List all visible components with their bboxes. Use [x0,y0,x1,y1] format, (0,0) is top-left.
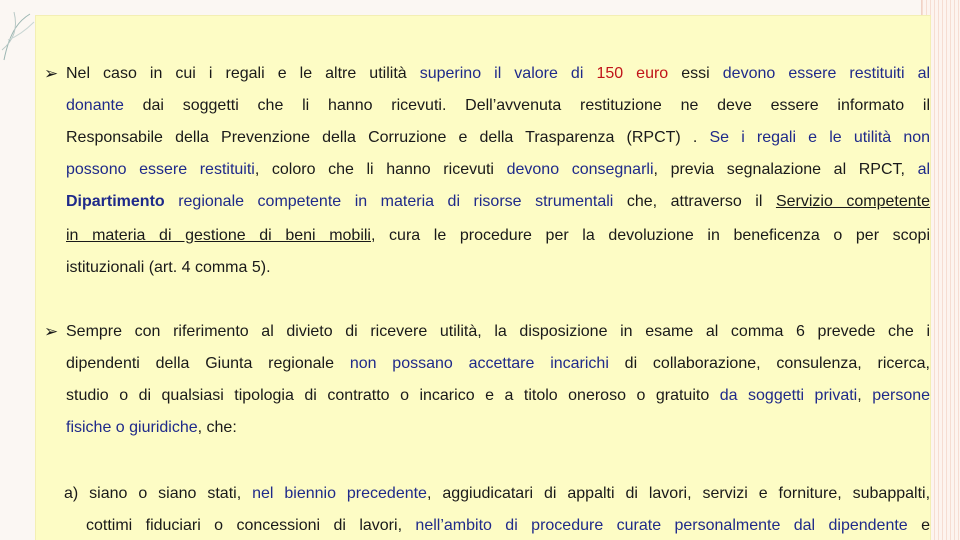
arrow-bullet-icon: ➢ [44,322,59,341]
text-segment: Servizio competente [775,193,930,210]
text-line [66,354,930,374]
text-segment: , previa segnalazione al RPCT, [653,161,918,178]
text-line [66,226,930,246]
text-segment: , [857,387,873,404]
text-segment: superino il valore di [419,65,597,82]
text-segment: cottimi fiduciari o concessioni di lavori, [86,517,416,534]
text-segment: Dipartimento [66,193,165,210]
text-line [66,64,930,84]
text-segment: nel biennio precedente [252,485,427,502]
text-segment: studio o di qualsiasi tipologia di contratto o incarico e a titolo oneroso o gratuito [66,387,720,404]
text-segment: non possano accettare incarichi [349,355,609,372]
text-line [66,128,930,148]
text-line [86,516,930,536]
text-segment: fisiche o giuridiche [66,419,198,436]
text-line [66,192,930,212]
text-segment: nell’ambito di procedure curate personalmente dal dipendente [415,517,908,534]
text-segment: donante [66,97,124,114]
text-segment: di collaborazione, consulenza, ricerca, [608,355,930,372]
decorative-flourish [0,0,40,540]
text-segment: Nel caso in cui i regali e le altre utilità [66,65,420,82]
text-segment: Responsabile della Prevenzione della Corruzione e della Trasparenza (RPCT) . [66,129,710,146]
text-segment: a) siano o siano stati, [64,485,253,502]
text-segment: Se i regali e le utilità non [709,129,931,146]
text-segment: 150 euro [596,65,669,82]
text-segment: , cura le procedure per la devoluzione in beneficenza o per scopi [370,227,930,244]
text-segment: dai soggetti che li hanno ricevuti. Dell’avvenuta restituzione ne deve essere informato il [123,97,930,114]
text-segment: istituzionali (art. 4 comma 5). [66,259,271,276]
text-line [64,484,930,504]
arrow-bullet-icon: ➢ [44,64,59,83]
text-segment: , aggiudicatari di appalti di lavori, servizi e forniture, subappalti, [426,485,931,502]
text-segment: Sempre con riferimento al divieto di ricevere utilità, la disposizione in esame al comma 6 prevede che i [66,323,930,340]
text-line [66,258,271,278]
text-line [66,160,930,180]
text-segment: essi [668,65,723,82]
text-segment: persone [872,387,931,404]
text-segment: devono consegnarli [506,161,654,178]
text-segment: che, attraverso il [613,193,776,210]
text-segment: da soggetti privati [719,387,858,404]
text-segment: dipendenti della Giunta regionale [66,355,350,372]
text-segment: possono essere restituiti [66,161,255,178]
text-line [66,386,930,406]
text-segment: al [917,161,931,178]
text-segment: devono essere restituiti al [722,65,931,82]
text-line [66,322,930,342]
text-segment: e [907,517,930,534]
content-box [36,16,930,540]
text-segment: regionale competente in materia di risorse strumentali [164,193,614,210]
text-line [66,96,930,116]
text-segment: , che: [197,419,237,436]
text-line [66,418,237,438]
text-segment: , coloro che li hanno ricevuti [254,161,507,178]
text-segment: in materia di gestione di beni mobili [66,227,371,244]
